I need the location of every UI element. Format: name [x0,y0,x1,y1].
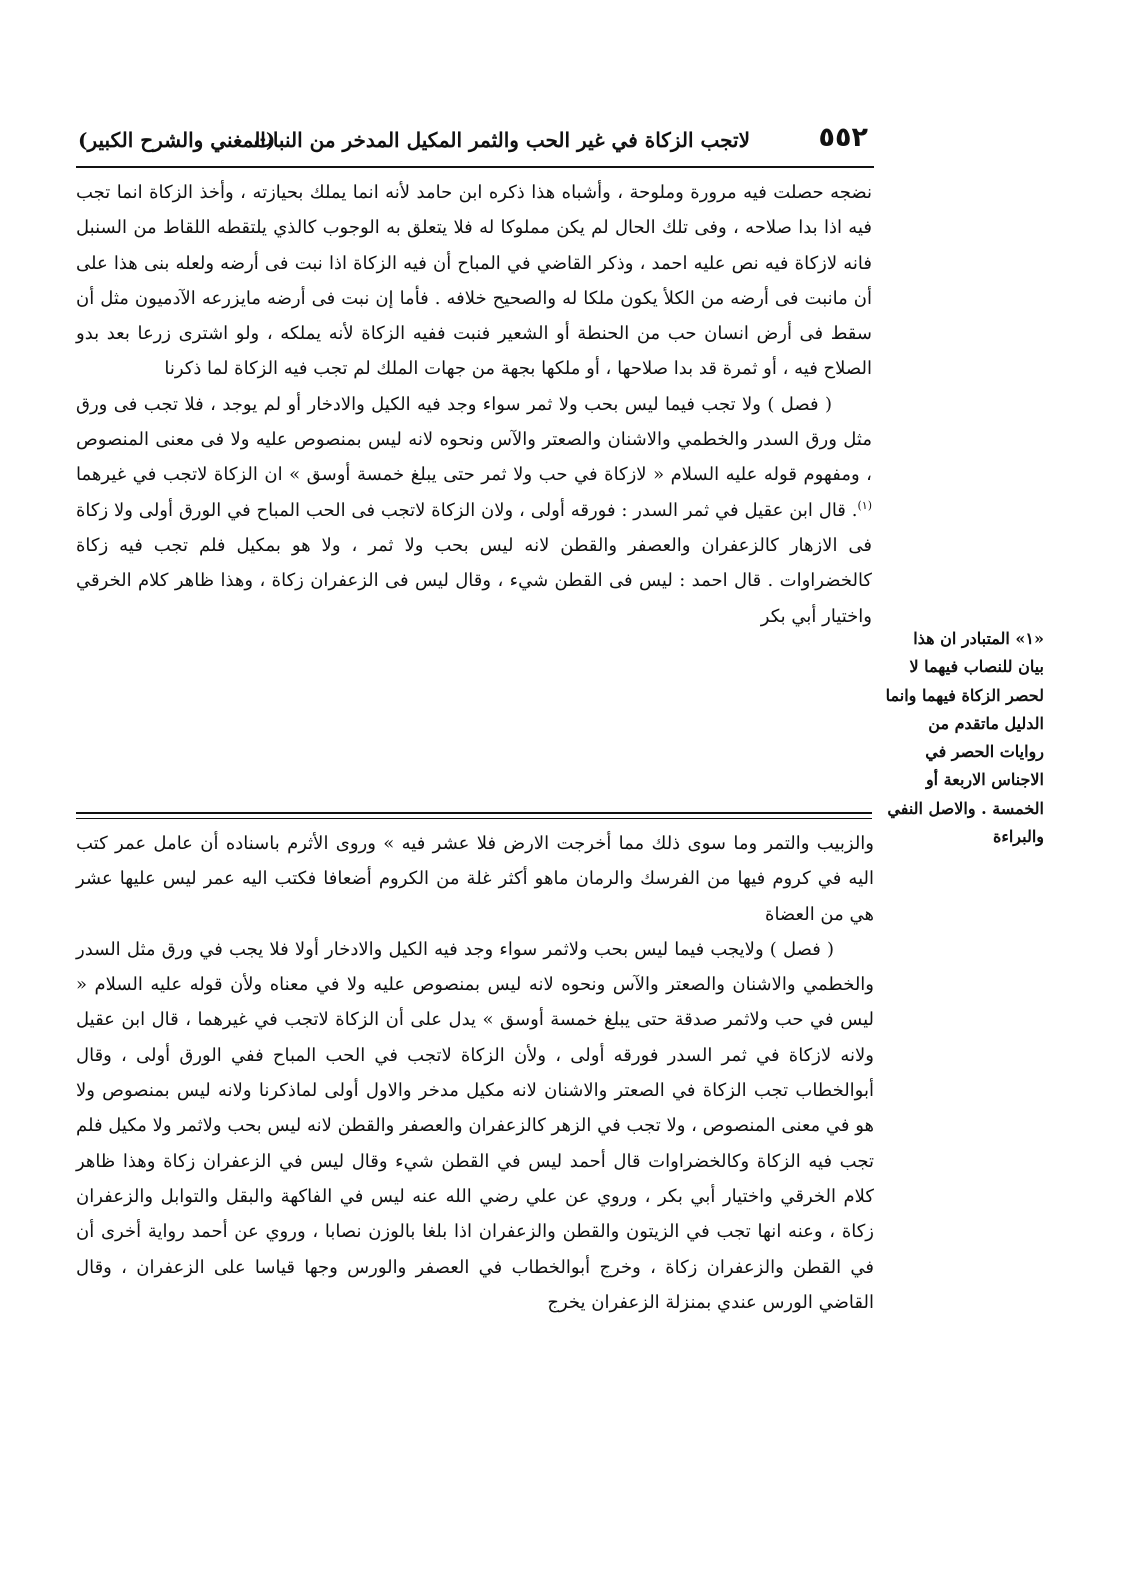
matn-paragraph [76,387,872,634]
section-divider-thin [76,818,872,819]
sharh-paragraph: ( فصل ) ولايجب فيما ليس بحب ولاثمر سواء وجد فيه الكيل والادخار أولا فلا يجب في ورق مثل السدر والخطمي والاشنان والصعتر والآس ونحوه لانه ليس بمنصوص عليه ولا في معناه ولأن قوله عليه السلام « ليس في حب ولاثمر صدقة حتى يبلغ خمسة أوسق » يدل على أن الزكاة لاتجب في غيرهما ، قال ابن عقيل ولانه لازكاة في ثمر السدر فورقه أولى ، ولأن الزكاة لاتجب في الحب المباح ففي الورق أولى ، وقال أبوالخطاب تجب الزكاة في الصعتر والاشنان لانه مكيل مدخر والاول أولى لماذكرنا ولانه ليس بمنصوص ولا هو في معنى المنصوص ، ولا تجب في الزهر كالزعفران والعصفر والقطن لانه ليس بحب ولاثمر ولا مكيل فلم تجب فيه الزكاة وكالخضراوات قال أحمد ليس في القطن شيء وقال ليس في الزعفران زكاة وهذا ظاهر كلام الخرقي واختيار أبي بكر ، وروي عن علي رضي الله عنه ليس في الفاكهة والبقل والتوابل والزعفران زكاة ، وعنه انها تجب في الزيتون والقطن والزعفران اذا بلغا بالوزن نصابا ، وروي عن أحمد رواية أخرى أن في القطن والزعفران زكاة ، وخرج أبوالخطاب في العصفر والورس وجها قياسا على الزعفران ، وقال القاضي الورس عندي بمنزلة الزعفران يخرج [76,938,874,1313]
footnote-marker: (١) [857,498,872,512]
book-title: (المغني والشرح الكبير) [78,128,276,152]
sharh-text [76,826,874,1320]
section-divider [76,812,872,814]
page-number: ٥٥٢ [818,122,868,153]
running-title: لاتجب الزكاة في غير الحب والثمر المكيل المدخر من النبات [254,128,750,152]
margin-footnote: «١» المتبادر ان هذا بيان للنصاب فيهما لا لحصر الزكاة فيهما وانما الدليل ماتقدم من روايات الحصر في الاجناس الاربعة أو الخمسة . والاصل النفي والبراءة [885,629,1044,847]
sharh-paragraph: والزبيب والتمر وما سوى ذلك مما أخرجت الارض فلا عشر فيه » وروى الأثرم باسناده أن عامل عمر كتب اليه في كروم فيها من الفرسك والرمان ماهو أكثر غلة من الكروم أضعافا فكتب اليه عمر ليس عليها عشر هي من العضاة [76,833,874,925]
header-rule [76,166,874,168]
matn-paragraph-part: ( فصل ) ولا تجب فيما ليس بحب ولا ثمر سواء وجد فيه الكيل والادخار أو لم يوجد ، فلا تجب فى ورق مثل ورق السدر والخطمي والاشنان والصعتر والآس ونحوه لانه ليس بمنصوص عليه ولا فى معنى المنصوص ، ومفهوم قوله عليه السلام « لازكاة في حب ولا ثمر حتى يبلغ خمسة أوسق » ان الزكاة لاتجب في غيرهما [76,393,872,486]
matn-paragraph-part: . قال ابن عقيل في ثمر السدر : فورقه أولى ، ولان الزكاة لاتجب فى الحب المباح في الورق أولى ولا زكاة فى الازهار كالزعفران والعصفر والقطن لانه ليس بحب ولا ثمر ، ولا هو بمكيل فلم تجب فيه زكاة كالخضراوات . قال احمد : ليس فى القطن شيء ، وقال ليس فى الزعفران زكاة ، وهذا ظاهر كلام الخرقي واختيار أبي بكر [76,499,872,627]
page-header [78,120,868,160]
matn-text [76,175,872,634]
matn-paragraph: نضجه حصلت فيه مرورة وملوحة ، وأشباه هذا ذكره ابن حامد لأنه انما يملك بحيازته ، وأخذ الزكاة انما تجب فيه اذا بدا صلاحه ، وفى تلك الحال لم يكن مملوكا له فلا يتعلق به الوجوب كالذي يلتقطه اللقاط من السنبل فانه لازكاة فيه نص عليه احمد ، وذكر القاضي في المباح أن فيه الزكاة اذا نبت فى أرضه ولعله بنى هذا على أن مانبت فى أرضه من الكلأ يكون ملكا له والصحيح خلافه . فأما إن نبت فى أرضه مايزرعه الآدميون مثل أن سقط فى أرض انسان حب من الحنطة أو الشعير فنبت ففيه الزكاة لأنه يملكه ، ولو اشترى زرعا بعد بدو الصلاح فيه ، أو ثمرة قد بدا صلاحها ، أو ملكها بجهة من جهات الملك لم تجب فيه الزكاة لما ذكرنا [76,182,872,380]
